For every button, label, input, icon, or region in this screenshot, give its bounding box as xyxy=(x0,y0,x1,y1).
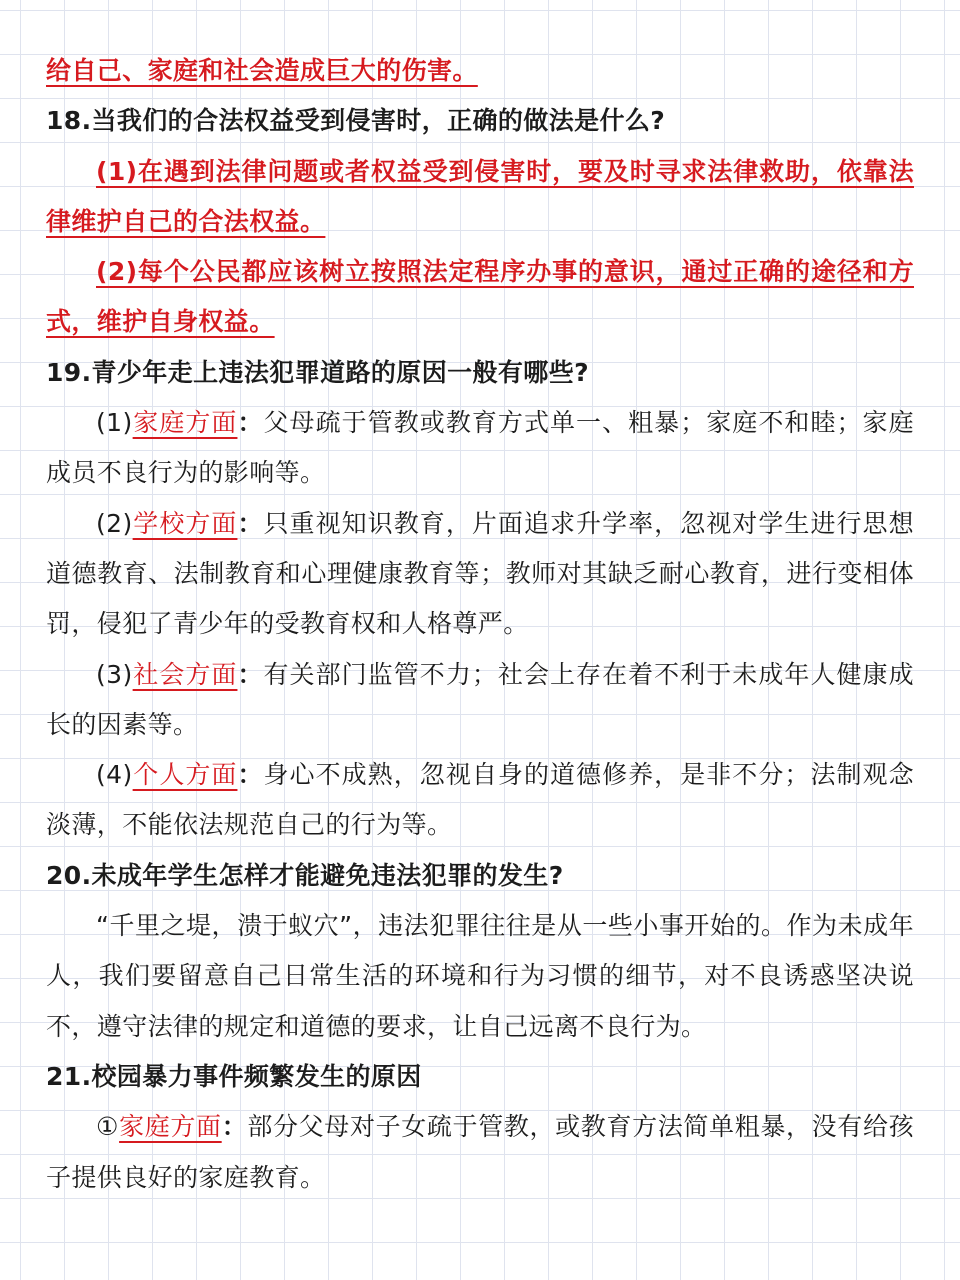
q21-item-1-num: ① xyxy=(96,1112,120,1142)
question-21: 21.校园暴力事件频繁发生的原因 xyxy=(46,1061,422,1091)
q19-item-2-text: 只重视知识教育，片面追求升学率，忽视对学生进行思想道德教育、法制教育和心理健康教育等；教师对其缺乏耐心教育，进行变相体罚，侵犯了青少年的受教育权和人格尊严。 xyxy=(46,508,914,639)
q19-item-3-keyword: 社会方面 xyxy=(132,659,238,689)
q19-item-4 xyxy=(46,750,914,851)
q19-item-1-colon: ： xyxy=(237,408,264,438)
q19-item-3-colon: ： xyxy=(237,659,264,689)
q19-item-1-keyword: 家庭方面 xyxy=(132,408,238,438)
q19-item-3-num: (3) xyxy=(96,659,133,689)
question-20: 20.未成年学生怎样才能避免违法犯罪的发生? xyxy=(46,860,564,890)
q19-item-4-text: 身心不成熟，忽视自身的道德修养，是非不分；法制观念淡薄，不能依法规范自己的行为等。 xyxy=(46,760,914,840)
q19-item-4-num: (4) xyxy=(96,760,133,790)
q21-item-1-colon: ： xyxy=(221,1112,248,1142)
q19-item-3-text: 有关部门监管不力；社会上存在着不利于未成年人健康成长的因素等。 xyxy=(46,659,914,739)
q21-item-1 xyxy=(46,1102,914,1203)
q19-item-1-text: 父母疏于管教或教育方式单一、粗暴；家庭不和睦；家庭成员不良行为的影响等。 xyxy=(46,408,914,488)
q19-item-2-colon: ： xyxy=(237,508,264,538)
q18-answer-1-text: (1)在遇到法律问题或者权益受到侵害时，要及时寻求法律救助，依靠法律维护自己的合法权益。 xyxy=(46,156,914,236)
q18-answer-2-text: (2)每个公民都应该树立按照法定程序办事的意识，通过正确的途径和方式，维护自身权益。 xyxy=(46,257,914,337)
question-18: 18.当我们的合法权益受到侵害时，正确的做法是什么? xyxy=(46,106,666,136)
continuation-paragraph xyxy=(46,46,914,96)
q18-answer-1 xyxy=(46,147,914,248)
q19-item-3 xyxy=(46,650,914,751)
q21-item-1-text: 部分父母对子女疏于管教，或教育方法简单粗暴，没有给孩子提供良好的家庭教育。 xyxy=(46,1112,915,1192)
q21-item-1-keyword: 家庭方面 xyxy=(119,1112,222,1142)
continuation-text: 给自己、家庭和社会造成巨大的伤害。 xyxy=(46,56,478,85)
q19-item-2-keyword: 学校方面 xyxy=(132,508,238,538)
q19-item-1-num: (1) xyxy=(96,408,133,438)
q20-answer: “千里之堤，溃于蚁穴”，违法犯罪往往是从一些小事开始的。作为未成年人，我们要留意自己日常生活的环境和行为习惯的细节，对不良诱惑坚决说不，遵守法律的规定和道德的要求，让自己远离不良行为。 xyxy=(46,911,914,1041)
q19-item-4-keyword: 个人方面 xyxy=(132,760,238,790)
q19-item-1 xyxy=(46,398,914,499)
q19-item-2 xyxy=(46,499,914,650)
question-19: 19.青少年走上违法犯罪道路的原因一般有哪些? xyxy=(46,357,589,387)
q18-answer-2 xyxy=(46,247,914,348)
q19-item-2-num: (2) xyxy=(96,508,133,538)
q19-item-4-colon: ： xyxy=(237,760,264,790)
notes-page xyxy=(46,46,914,1203)
